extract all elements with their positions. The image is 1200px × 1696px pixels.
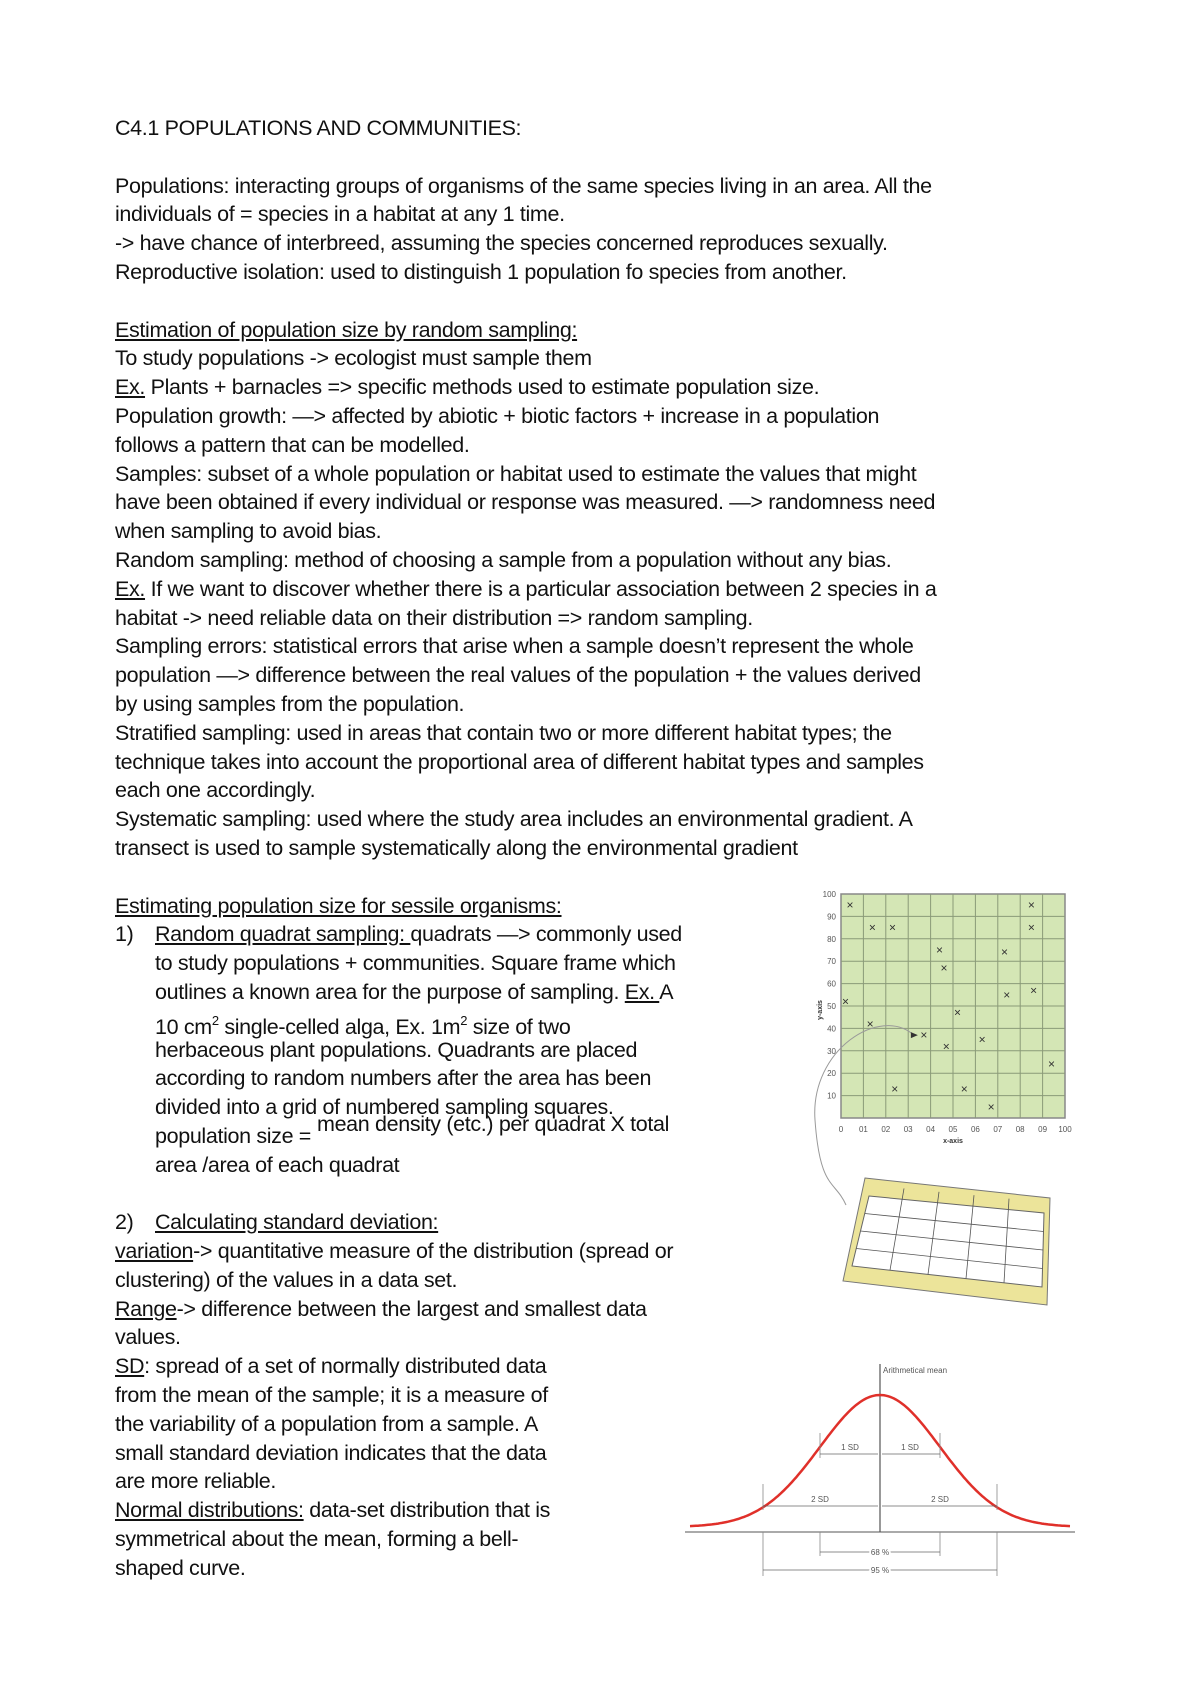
text-segment: habitat -> need reliable data on their distribution => random sampling. bbox=[115, 605, 753, 630]
underlined-heading: Ex. bbox=[115, 576, 146, 601]
underlined-heading: Random quadrat sampling: bbox=[155, 922, 411, 947]
y-tick-label: 20 bbox=[827, 1069, 836, 1079]
text-segment: 10 cm bbox=[155, 1014, 212, 1039]
text-segment: : spread of a set of normally distributed data bbox=[144, 1354, 547, 1379]
x-tick-label: 100 bbox=[1058, 1125, 1072, 1134]
text-segment: according to random numbers after the area has been bbox=[155, 1066, 652, 1091]
normal-distribution-figure bbox=[685, 1364, 1075, 1576]
text-segment: outlines a known area for the purpose of sampling. bbox=[155, 979, 625, 1004]
text-segment: by using samples from the population. bbox=[115, 691, 465, 716]
text-segment: clustering) of the values in a data set. bbox=[115, 1267, 458, 1292]
sample-point-marker: × bbox=[866, 1016, 874, 1031]
sample-point-marker: × bbox=[1030, 983, 1038, 998]
text-segment: have been obtained if every individual or response was measured. —> randomness need bbox=[115, 490, 936, 515]
y-tick-label: 70 bbox=[827, 957, 836, 967]
x-tick-label: 0 bbox=[838, 1125, 844, 1134]
text-segment: To study populations -> ecologist must sample them bbox=[115, 346, 592, 371]
y-tick-label: 10 bbox=[827, 1091, 836, 1101]
text-segment: small standard deviation indicates that the data bbox=[115, 1440, 547, 1465]
underlined-heading: Estimation of population size by random sampling: bbox=[115, 317, 578, 342]
text-segment: Samples: subset of a whole population or habitat used to estimate the values that might bbox=[115, 461, 917, 486]
x-tick-label: 05 bbox=[948, 1125, 958, 1134]
text-segment: -> difference between the largest and smallest data bbox=[176, 1296, 647, 1321]
text-segment: -> have chance of interbreed, assuming the species concerned reproduces sexually. bbox=[115, 231, 888, 256]
x-tick-label: 08 bbox=[1015, 1125, 1025, 1134]
sample-point-marker: × bbox=[841, 994, 849, 1009]
text-segment: mean density (etc.) per quadrat X total bbox=[317, 1111, 670, 1136]
list-number: 1) bbox=[115, 922, 134, 947]
y-tick-label: 90 bbox=[827, 912, 836, 922]
sample-point-marker: × bbox=[953, 1005, 961, 1020]
text-segment: individuals of = species in a habitat at any 1 time. bbox=[115, 202, 565, 227]
text-segment: Populations: interacting groups of organisms of the same species living in an area. All the bbox=[115, 173, 932, 198]
text-segment: -> quantitative measure of the distribution (spread or bbox=[193, 1239, 674, 1264]
text-segment: Systematic sampling: used where the study area includes an environmental gradient. A bbox=[115, 807, 913, 832]
sd2-right-label: 2 SD bbox=[931, 1495, 949, 1504]
text-segment: technique takes into account the proportional area of different habitat types and samples bbox=[115, 749, 924, 774]
text-segment: Plants + barnacles => specific methods used to estimate population size. bbox=[145, 375, 820, 400]
sd2-left-label: 2 SD bbox=[811, 1495, 829, 1504]
text-segment: transect is used to sample systematically along the environmental gradient bbox=[115, 835, 798, 860]
sd1-right-label: 1 SD bbox=[901, 1443, 919, 1452]
quadrat-grid-figure bbox=[815, 890, 1072, 1205]
text-segment: Stratified sampling: used in areas that contain two or more different habitat types; the bbox=[115, 720, 892, 745]
sample-point-marker: × bbox=[1001, 945, 1009, 960]
text-segment: when sampling to avoid bias. bbox=[115, 519, 382, 544]
x-tick-label: 01 bbox=[858, 1125, 868, 1134]
text-segment: population size = bbox=[155, 1123, 312, 1148]
mean-label: Arithmetical mean bbox=[883, 1366, 948, 1375]
sample-point-marker: × bbox=[1003, 987, 1011, 1002]
superscript: 2 bbox=[460, 1012, 468, 1028]
superscript: 2 bbox=[211, 1012, 219, 1028]
text-segment: herbaceous plant populations. Quadrants are placed bbox=[155, 1037, 638, 1062]
text-segment: data-set distribution that is bbox=[303, 1498, 551, 1523]
x-tick-label: 06 bbox=[970, 1125, 980, 1134]
pct68-label: 68 % bbox=[870, 1548, 890, 1557]
text-segment: symmetrical about the mean, forming a bell- bbox=[115, 1527, 519, 1552]
y-axis-label: y-axis bbox=[817, 1000, 824, 1020]
sample-point-marker: × bbox=[846, 898, 854, 913]
sample-point-marker: × bbox=[891, 1081, 899, 1096]
underlined-heading: Ex. bbox=[624, 979, 660, 1004]
sample-point-marker: × bbox=[889, 920, 897, 935]
quadrat-frame-illustration bbox=[843, 1178, 1050, 1305]
text-segment: Population growth: —> affected by abiotic + biotic factors + increase in a population bbox=[115, 403, 880, 428]
x-tick-label: 09 bbox=[1038, 1125, 1048, 1134]
underlined-heading: Range bbox=[115, 1296, 177, 1321]
sample-point-marker: × bbox=[960, 1081, 968, 1096]
sample-point-marker: × bbox=[920, 1028, 928, 1043]
y-tick-label: 30 bbox=[827, 1046, 836, 1056]
underlined-heading: variation bbox=[115, 1239, 194, 1264]
pct95-label: 95 % bbox=[870, 1566, 890, 1575]
x-tick-label: 04 bbox=[926, 1125, 936, 1134]
text-segment: follows a pattern that can be modelled. bbox=[115, 432, 470, 457]
text-segment: to study populations + communities. Square frame which bbox=[155, 951, 676, 976]
x-tick-label: 07 bbox=[993, 1125, 1003, 1134]
text-segment: are more reliable. bbox=[115, 1469, 276, 1494]
sample-point-marker: × bbox=[1048, 1057, 1056, 1072]
text-segment: shaped curve. bbox=[115, 1555, 246, 1580]
sample-point-marker: × bbox=[1027, 920, 1035, 935]
text-segment: from the mean of the sample; it is a measure of bbox=[115, 1383, 548, 1408]
y-tick-label: 50 bbox=[827, 1002, 836, 1011]
y-tick-label: 80 bbox=[827, 934, 836, 944]
sample-point-marker: × bbox=[987, 1099, 995, 1114]
text-segment: size of two bbox=[467, 1014, 571, 1039]
x-tick-label: 02 bbox=[881, 1125, 891, 1134]
sample-point-marker: × bbox=[1027, 898, 1035, 913]
sample-point-marker: × bbox=[868, 920, 876, 935]
text-segment: population —> difference between the real values of the population + the values derived bbox=[115, 663, 921, 688]
y-tick-label: 100 bbox=[822, 890, 836, 899]
text-segment: the variability of a population from a sample. A bbox=[115, 1411, 538, 1436]
text-segment: each one accordingly. bbox=[115, 778, 316, 803]
sample-point-marker: × bbox=[940, 960, 948, 975]
x-tick-label: 03 bbox=[903, 1125, 913, 1134]
text-segment: quadrats —> commonly used bbox=[410, 922, 682, 947]
text-segment: Reproductive isolation: used to distinguish 1 population fo species from another. bbox=[115, 259, 847, 284]
text-segment: C4.1 POPULATIONS AND COMMUNITIES: bbox=[115, 116, 522, 140]
text-segment: Sampling errors: statistical errors that arise when a sample doesn’t represent the whole bbox=[115, 634, 914, 659]
underlined-heading: Estimating population size for sessile organisms: bbox=[115, 893, 562, 918]
underlined-heading: Ex. bbox=[115, 375, 146, 400]
text-segment: area /area of each quadrat bbox=[155, 1152, 400, 1177]
text-segment: If we want to discover whether there is a particular association between 2 species in a bbox=[145, 576, 937, 601]
underlined-heading: Calculating standard deviation: bbox=[155, 1210, 439, 1235]
x-axis-label: x-axis bbox=[943, 1138, 963, 1145]
text-segment: divided into a grid of numbered sampling squares. bbox=[155, 1095, 614, 1120]
sd1-left-label: 1 SD bbox=[841, 1443, 859, 1452]
underlined-heading: Normal distributions: bbox=[115, 1498, 304, 1523]
sample-point-marker: × bbox=[942, 1039, 950, 1054]
sample-point-marker: × bbox=[936, 943, 944, 957]
sample-point-marker: × bbox=[978, 1032, 986, 1047]
underlined-heading: SD bbox=[115, 1354, 145, 1379]
list-number: 2) bbox=[115, 1210, 134, 1235]
text-segment: values. bbox=[115, 1325, 181, 1350]
text-segment: single-celled alga, Ex. 1m bbox=[218, 1014, 461, 1039]
y-tick-label: 40 bbox=[827, 1024, 836, 1034]
text-segment: A bbox=[659, 979, 674, 1004]
y-tick-label: 60 bbox=[827, 979, 836, 989]
text-segment: Random sampling: method of choosing a sample from a population without any bias. bbox=[115, 547, 892, 572]
